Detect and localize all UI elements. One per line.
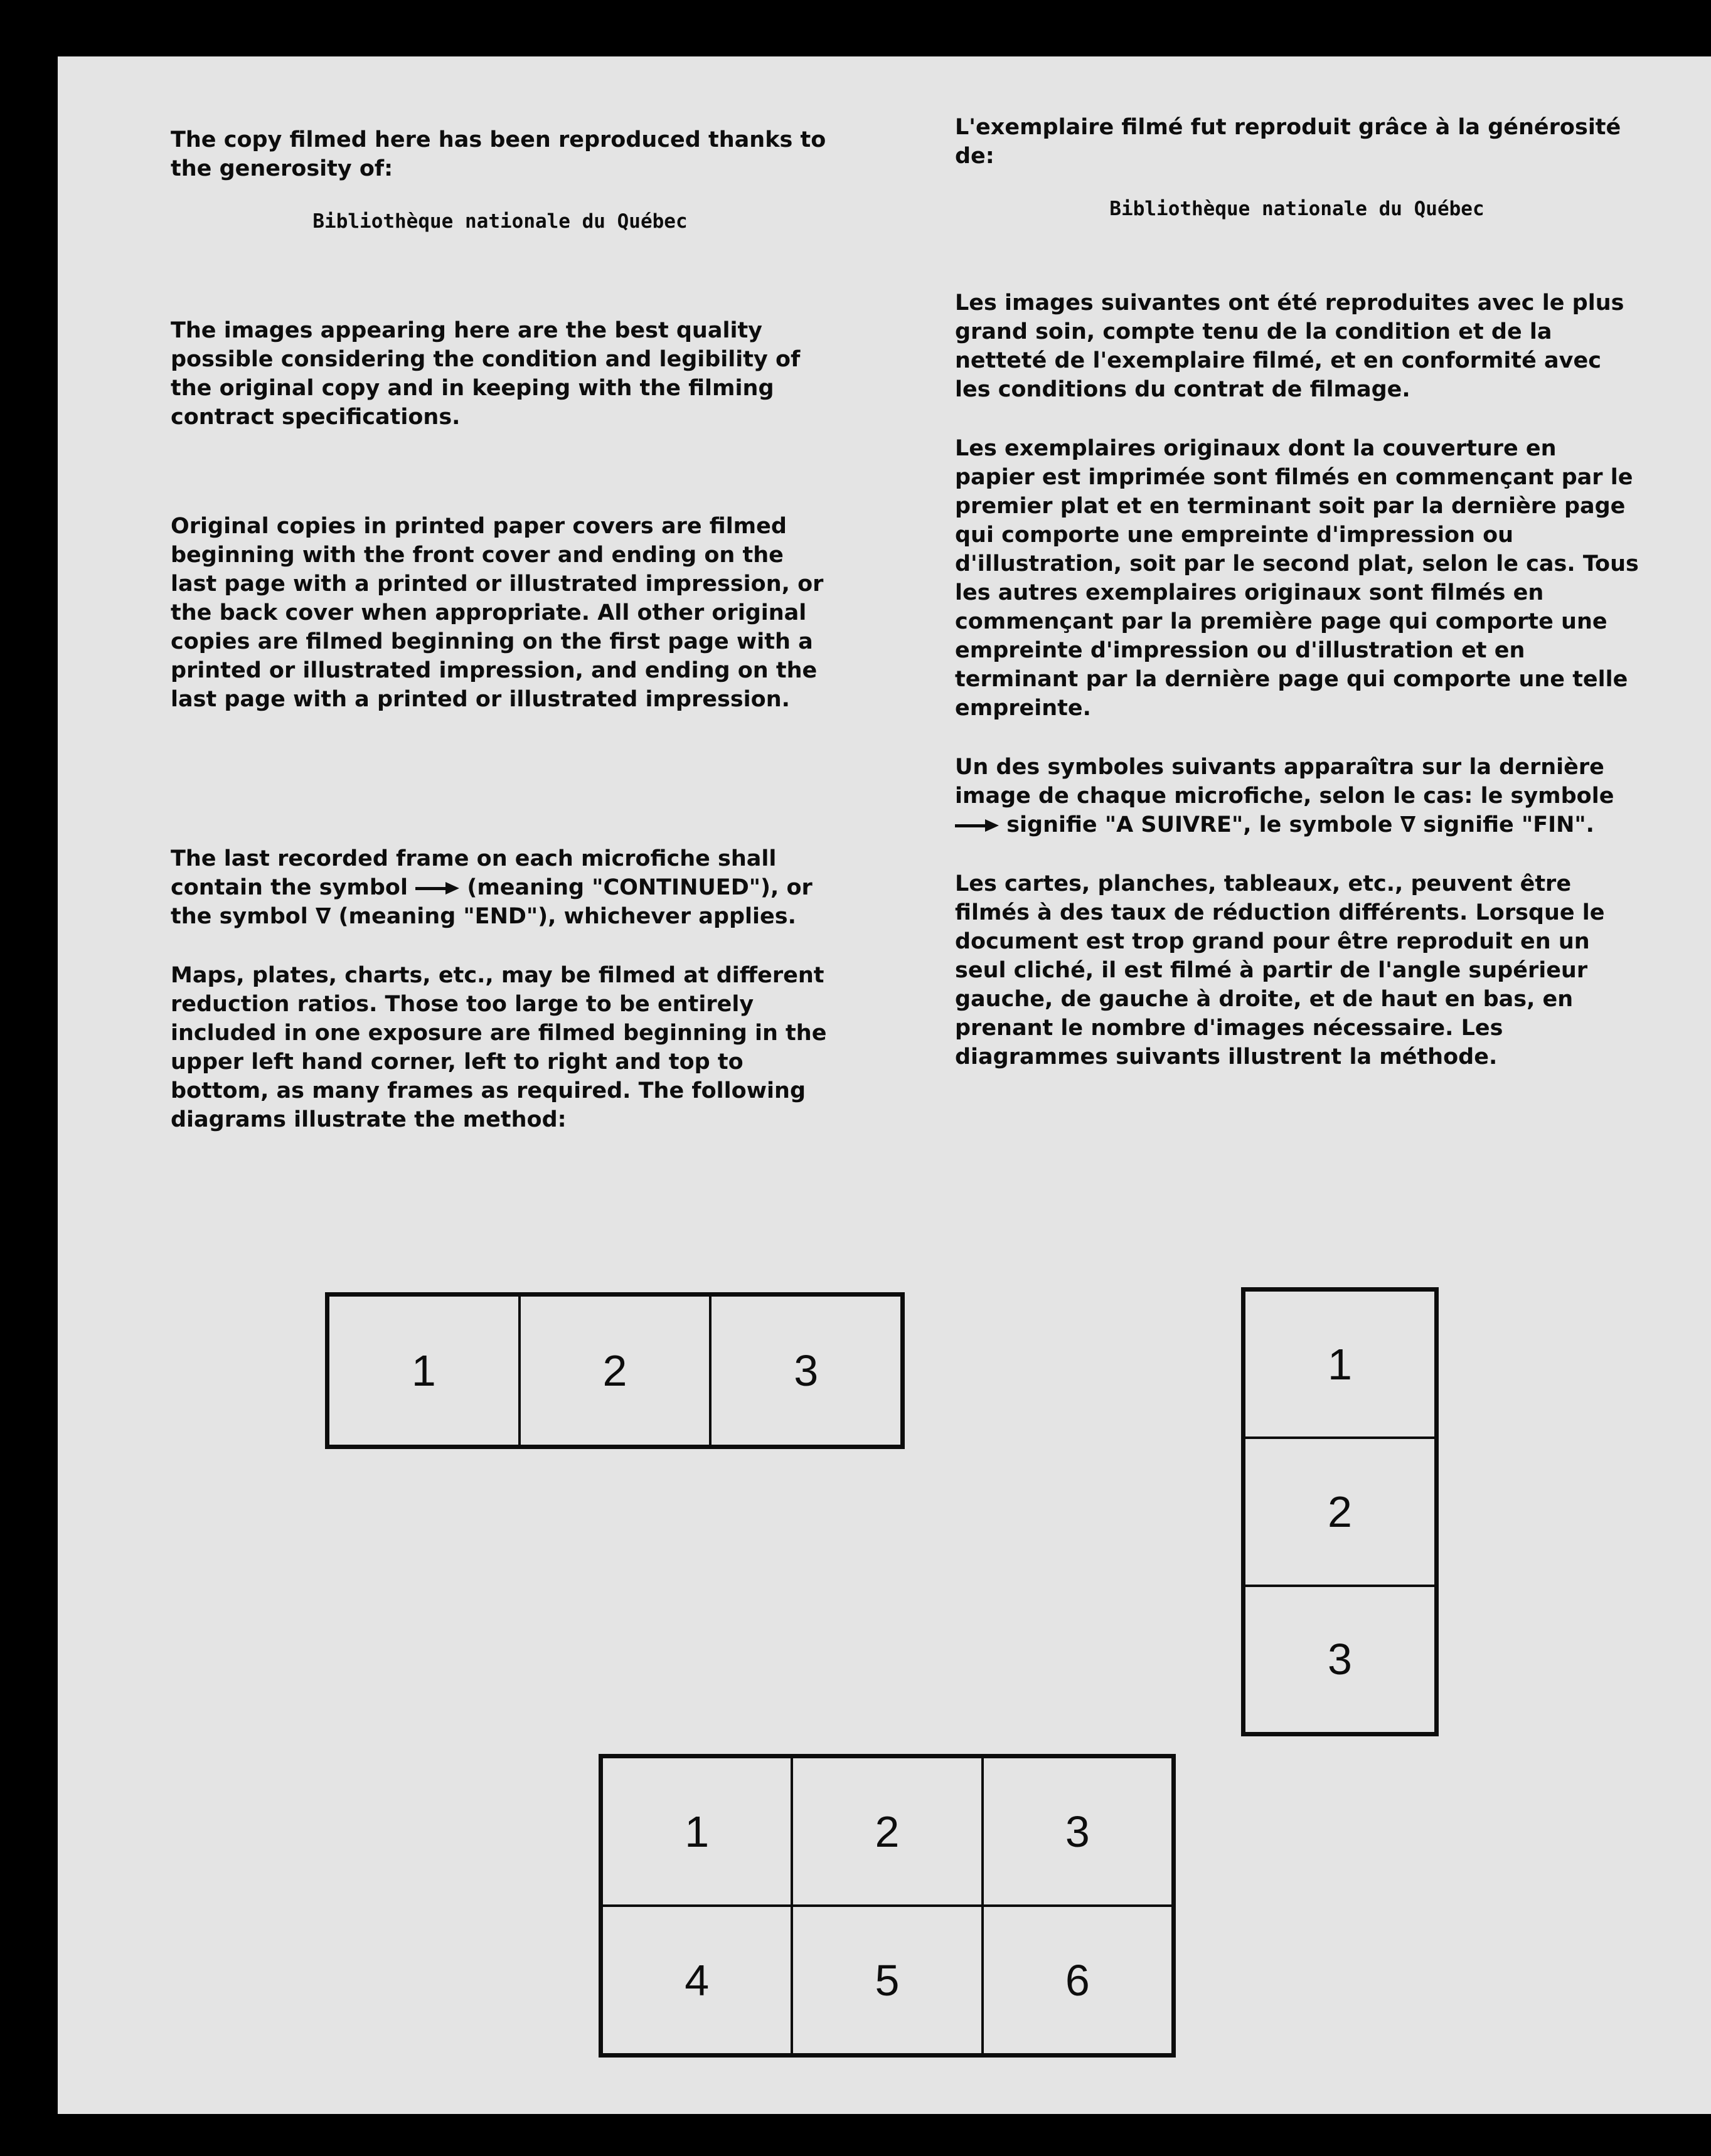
frame-cell: 3 [1244, 1586, 1436, 1733]
english-symbols-paragraph [171, 844, 829, 931]
french-quality-paragraph: Les images suivantes ont été reproduites avec le plus grand soin, compte tenu de la condition et de la netteté de l'exemplaire filmé, et en conformité avec les conditions du contrat de filmage. [955, 290, 1624, 402]
frame-cell: 6 [983, 1906, 1173, 2054]
english-credit-intro: The copy filmed here has been reproduced thanks to the generosity of: [171, 127, 826, 181]
french-symbols-text-a: Un des symboles suivants apparaîtra sur la dernière image de chaque microfiche, selon le cas: le symbole [955, 755, 1614, 809]
frame-cell: 5 [792, 1906, 982, 2054]
english-symbols-text-b: (meaning "CONTINUED"), or the symbol ∇ (meaning "END"), whichever applies. [171, 875, 813, 929]
english-maps-paragraph: Maps, plates, charts, etc., may be filmed at different reduction ratios. Those too large to be entirely included in one exposure are filmed beginning in the upper left hand corner, left to right and top to bottom, as many frames as required. The following diagrams illustrate the method: [171, 963, 827, 1132]
french-original-copies-paragraph: Les exemplaires originaux dont la couverture en papier est imprimée sont filmés en commençant par le premier plat et en terminant soit par la dernière page qui comporte une empreinte d'impression ou d'illustration, soit par le second plat, selon le cas. Tous les autres exemplaires originaux sont filmés en commençant par la première page qui comporte une empreinte d'impression ou d'illustration et en terminant par la dernière page qui comporte une telle empreinte. [955, 436, 1639, 721]
french-symbols-paragraph [955, 753, 1639, 839]
english-symbols-text-a: The last recorded frame on each microfiche shall contain the symbol [171, 846, 777, 900]
frame-cell: 2 [1244, 1438, 1436, 1585]
frame-cell: 1 [328, 1295, 520, 1446]
french-credit-intro: L'exemplaire filmé fut reproduit grâce à la générosité de: [955, 115, 1621, 169]
french-maps-paragraph: Les cartes, planches, tableaux, etc., peuvent être filmés à des taux de réduction différents. Lorsque le document est trop grand pour être reproduit en un seul cliché, il est filmé à partir de l'angle supérieur gauche, de gauche à droite, et de haut en bas, en prenant le nombre d'images nécessaire. Les diagrammes suivants illustrent la méthode. [955, 871, 1605, 1070]
english-column [171, 125, 829, 1134]
frame-cell: 2 [792, 1757, 982, 1906]
frame-cell: 4 [602, 1906, 792, 2054]
frame-cell: 3 [983, 1757, 1173, 1906]
frame-cell: 2 [520, 1295, 711, 1446]
french-symbols-text-b: signifie "A SUIVRE", le symbole ∇ signifie "FIN". [1006, 812, 1594, 837]
continued-arrow-icon [955, 821, 999, 830]
horizontal-frames-diagram [325, 1292, 905, 1449]
frame-cell: 1 [1244, 1290, 1436, 1438]
vertical-frames-diagram [1241, 1287, 1439, 1736]
french-column [955, 113, 1639, 1071]
continued-arrow-icon [415, 884, 459, 893]
frame-cell: 3 [710, 1295, 902, 1446]
french-institution: Bibliothèque nationale du Québec [1109, 198, 1484, 220]
english-institution: Bibliothèque nationale du Québec [312, 210, 688, 233]
english-original-copies-paragraph: Original copies in printed paper covers are filmed beginning with the front cover and ending on the last page with a printed or illustrated impression, or the back cover when appropriate. All other original copies are filmed beginning on the first page with a printed or illustrated impression, and ending on the last page with a printed or illustrated impression. [171, 514, 824, 712]
english-quality-paragraph: The images appearing here are the best quality possible considering the condition and legibility of the original copy and in keeping with the filming contract specifications. [171, 318, 801, 430]
grid-frames-diagram [599, 1754, 1176, 2058]
filming-notice-page [58, 56, 1711, 2114]
frame-cell: 1 [602, 1757, 792, 1906]
